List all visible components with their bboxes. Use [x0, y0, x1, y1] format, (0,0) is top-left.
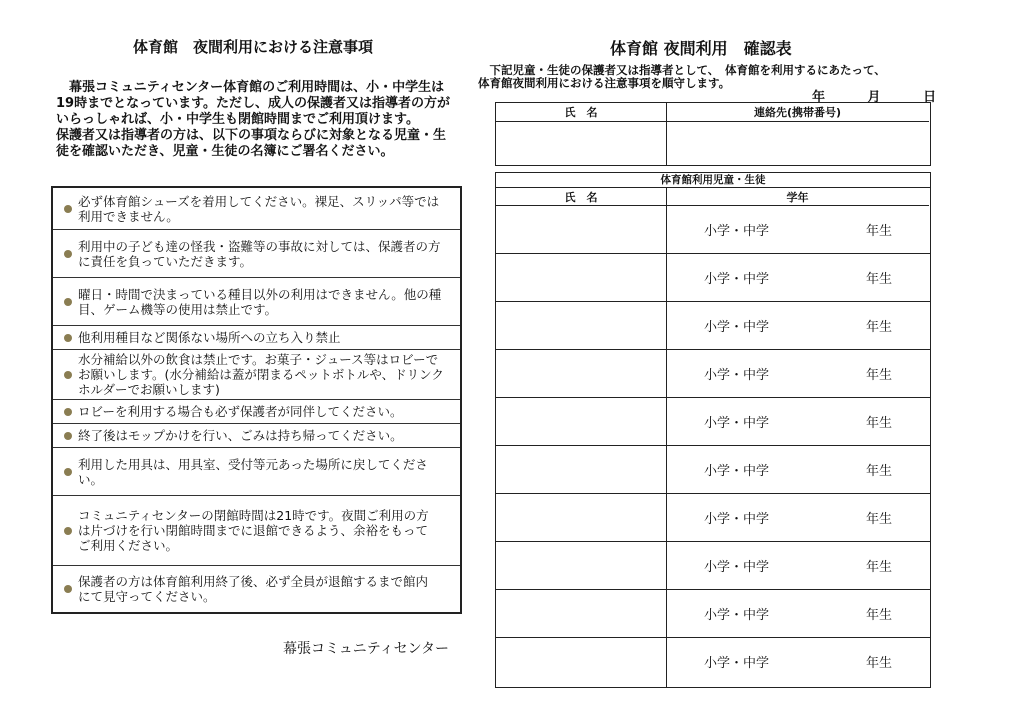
guardian-contact-header: 連絡先(携帯番号)	[666, 103, 929, 122]
rule-item	[53, 230, 460, 278]
grade-unit-label: 年生	[866, 224, 893, 239]
rule-line: 曜日・時間で決まっている種目以外の利用はできません。他の種	[78, 286, 442, 302]
rule-line: コミュニティセンターの閉館時間は21時です。夜間ご利用の方	[78, 508, 429, 523]
rule-line: にて見守ってください。	[78, 589, 216, 604]
child-row[interactable]	[496, 254, 930, 302]
rule-line: に責任を負っていただきます。	[78, 253, 253, 269]
rule-line: 終了後はモップかけを行い、ごみは持ち帰ってください。	[78, 428, 403, 443]
children-table-caption: 体育館利用児童・生徒	[496, 173, 930, 188]
intro-line: 徒を確認いただき、児童・生徒の名簿にご署名ください。	[56, 144, 394, 159]
intro-line: いらっしゃれば、小・中学生も閉館時間までご利用頂けます。	[56, 112, 419, 127]
notice-intro	[56, 80, 468, 160]
intro-line: 幕張コミュニティセンター体育館のご利用時間は、小・中学生は	[56, 80, 445, 95]
rule-line: 必ず体育館シューズを着用してください。裸足、スリッパ等では	[78, 193, 440, 209]
child-row[interactable]	[496, 590, 930, 638]
child-grade-header: 学年	[666, 188, 929, 206]
school-level-label: 小学・中学	[704, 416, 770, 431]
rule-item	[53, 448, 460, 496]
bullet-icon	[64, 334, 72, 342]
date-year-label: 年	[812, 90, 826, 105]
date-month-label: 月	[867, 90, 881, 105]
intro-line: 下記児童・生徒の保護者又は指導者として、 体育館を利用するにあたって、	[478, 63, 886, 77]
notice-title: 体育館 夜間利用における注意事項	[133, 38, 374, 56]
bullet-icon	[64, 205, 72, 213]
rule-item	[53, 278, 460, 326]
rule-line: 保護者の方は体育館利用終了後、必ず全員が退館するまで館内	[78, 574, 429, 589]
child-row[interactable]	[496, 206, 930, 254]
rule-line: 利用中の子ども達の怪我・盗難等の事故に対しては、保護者の方	[78, 238, 441, 254]
bullet-icon	[64, 585, 72, 593]
school-level-label: 小学・中学	[704, 512, 770, 527]
bullet-icon	[64, 432, 72, 440]
rule-line: 利用できません。	[78, 208, 179, 224]
child-row[interactable]	[496, 350, 930, 398]
children-table	[495, 172, 931, 688]
rules-list	[51, 186, 462, 614]
rule-item	[53, 424, 460, 448]
intro-line: 保護者又は指導者の方は、以下の事項ならびに対象となる児童・生	[56, 128, 447, 143]
school-level-label: 小学・中学	[704, 272, 770, 287]
grade-unit-label: 年生	[866, 464, 893, 479]
rule-item	[53, 350, 460, 400]
school-level-label: 小学・中学	[704, 560, 770, 575]
bullet-icon	[64, 298, 72, 306]
guardian-name-header: 氏 名	[496, 103, 666, 122]
grade-unit-label: 年生	[866, 512, 893, 527]
child-row[interactable]	[496, 398, 930, 446]
grade-unit-label: 年生	[866, 608, 893, 623]
rule-line: ホルダーでお願いします)	[78, 382, 220, 397]
rule-item	[53, 326, 460, 350]
rule-line: ご利用ください。	[78, 538, 179, 553]
child-name-header: 氏 名	[496, 188, 666, 206]
rule-item	[53, 400, 460, 424]
confirmation-title: 体育館 夜間利用 確認表	[610, 39, 792, 58]
guardian-name-field[interactable]	[496, 122, 666, 164]
child-row[interactable]	[496, 446, 930, 494]
rule-line: お願いします。(水分補給は蓋が閉まるペットボトルや、ドリンク	[78, 367, 444, 382]
grade-unit-label: 年生	[866, 272, 893, 287]
date-day-label: 日	[923, 90, 937, 105]
school-level-label: 小学・中学	[704, 368, 770, 383]
grade-unit-label: 年生	[866, 560, 893, 575]
rule-item	[53, 496, 460, 566]
child-row[interactable]	[496, 494, 930, 542]
guardian-contact-field[interactable]	[667, 122, 929, 164]
organization-name: 幕張コミュニティセンター	[283, 641, 450, 657]
school-level-label: 小学・中学	[704, 656, 770, 671]
rule-line: 目、ゲーム機等の使用は禁止です。	[78, 301, 278, 317]
child-row[interactable]	[496, 302, 930, 350]
rule-item	[53, 566, 460, 612]
rule-line: い。	[78, 471, 104, 487]
bullet-icon	[64, 250, 72, 258]
school-level-label: 小学・中学	[704, 464, 770, 479]
grade-unit-label: 年生	[866, 320, 893, 335]
child-row[interactable]	[496, 638, 930, 686]
rule-line: 水分補給以外の飲食は禁止です。お菓子・ジュース等はロビーで	[78, 352, 439, 367]
rule-line: 利用した用具は、用具室、受付等元あった場所に戻してくださ	[78, 456, 428, 472]
grade-unit-label: 年生	[866, 368, 893, 383]
guardian-table	[495, 102, 931, 166]
child-row[interactable]	[496, 542, 930, 590]
rule-line: 他利用種目など関係ない場所への立ち入り禁止	[78, 330, 341, 345]
bullet-icon	[64, 527, 72, 535]
grade-unit-label: 年生	[866, 416, 893, 431]
intro-line: 19時までとなっています。ただし、成人の保護者又は指導者の方が	[56, 96, 451, 111]
bullet-icon	[64, 371, 72, 379]
grade-unit-label: 年生	[866, 656, 893, 671]
rule-item	[53, 188, 460, 230]
bullet-icon	[64, 408, 72, 416]
rule-line: は片づけを行い閉館時間までに退館できるよう、余裕をもって	[78, 523, 429, 538]
rule-line: ロビーを利用する場合も必ず保護者が同伴してください。	[78, 404, 403, 419]
intro-line: 体育館夜間利用における注意事項を順守します。	[478, 76, 731, 90]
bullet-icon	[64, 468, 72, 476]
school-level-label: 小学・中学	[704, 224, 770, 239]
school-level-label: 小学・中学	[704, 608, 770, 623]
school-level-label: 小学・中学	[704, 320, 770, 335]
